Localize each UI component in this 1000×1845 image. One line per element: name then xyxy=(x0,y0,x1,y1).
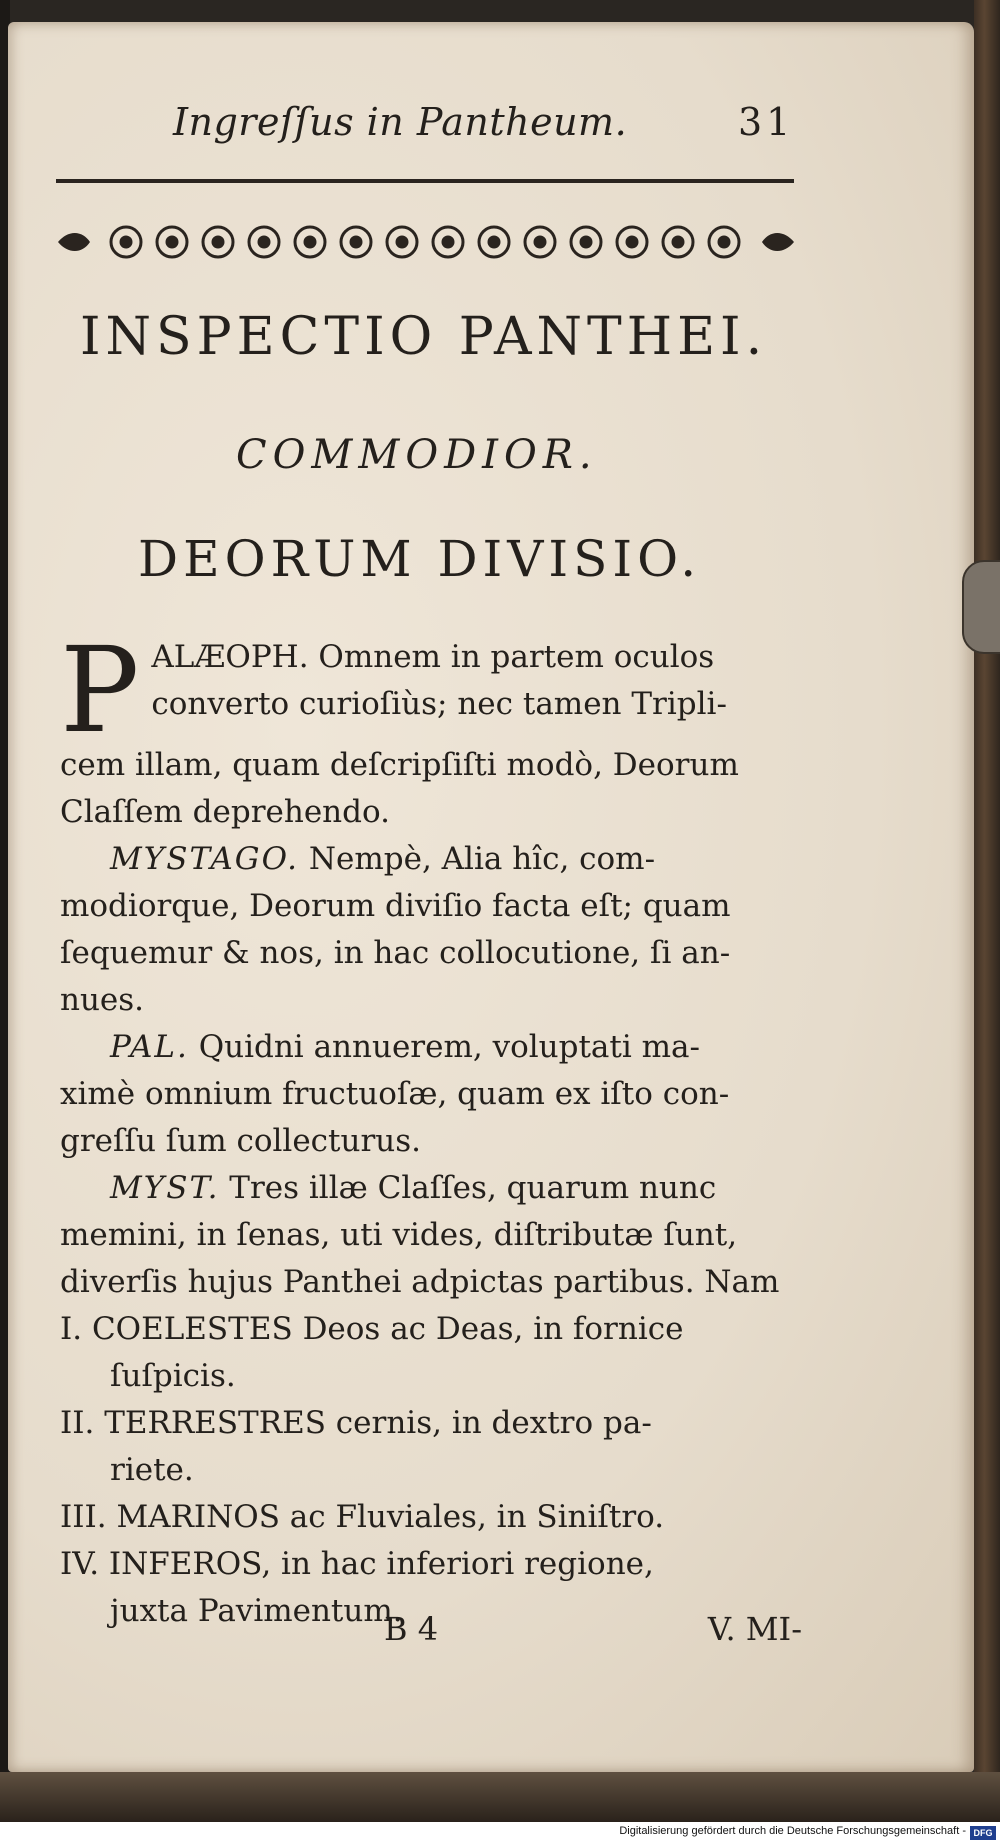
running-head: Ingreſſus in Pantheum. xyxy=(173,100,628,144)
heading-deorum-divisio: DEORUM DIVISIO. xyxy=(138,530,702,588)
list-item-coelestes xyxy=(60,1306,802,1400)
book-clasp xyxy=(962,560,1000,654)
text-line xyxy=(60,1165,802,1212)
catchword: V. MI- xyxy=(707,1610,802,1648)
text-line: converto curioſiùs; nec tamen Tripli- xyxy=(151,686,727,722)
text-line xyxy=(60,1024,802,1071)
text-line: riete. xyxy=(110,1452,194,1488)
header-rule xyxy=(56,179,794,183)
text-line: II. TERRESTRES cernis, in dextro pa- xyxy=(60,1405,652,1441)
text-line: greſſu ſum collecturus. xyxy=(60,1123,421,1159)
text-line: IV. INFEROS, in hac inferiori regione, xyxy=(60,1546,654,1582)
text-line: ſequemur & nos, in hac collocutione, ſi an- xyxy=(60,935,731,971)
paragraph-palaeoph xyxy=(60,621,802,836)
page-footer xyxy=(60,1610,802,1648)
text-line: memini, in ſenas, uti vides, diſtributæ ſunt, xyxy=(60,1217,738,1253)
text-line: diverſis hujus Panthei adpictas partibus. Nam xyxy=(60,1264,780,1300)
drop-cap: P xyxy=(60,621,140,759)
text-fragment: Quidni annuerem, voluptati ma- xyxy=(198,1029,700,1065)
speaker-name: PAL. xyxy=(110,1029,189,1065)
list-item-marinos xyxy=(60,1494,802,1541)
book-cover-edge xyxy=(974,0,1000,1845)
heading-commodior: COMMODIOR. xyxy=(236,432,598,478)
speaker-name: MYST. xyxy=(110,1170,220,1206)
body-text xyxy=(60,621,802,1635)
paragraph-mystago xyxy=(60,836,802,1024)
text-line: modiorque, Deorum diviſio facta eſt; quam xyxy=(60,888,731,924)
text-line: ſuſpicis. xyxy=(110,1358,236,1394)
paragraph-myst xyxy=(60,1165,802,1306)
text-line: I. COELESTES Deos ac Deas, in fornice xyxy=(60,1311,684,1347)
printer-ornament-band xyxy=(56,212,796,272)
text-line xyxy=(60,836,802,883)
credit-bar xyxy=(0,1822,1000,1845)
book-bottom-edge xyxy=(0,1772,1000,1822)
signature-mark: B 4 xyxy=(384,1610,439,1648)
heading-inspectio: INSPECTIO PANTHEI. xyxy=(80,307,768,367)
funding-credit: Digitalisierung gefördert durch die Deutsche Forschungsgemeinschaft - xyxy=(619,1825,966,1837)
paragraph-pal xyxy=(60,1024,802,1165)
book-page xyxy=(8,22,974,1772)
text-line: nues. xyxy=(60,982,145,1018)
list-item-terrestres xyxy=(60,1400,802,1494)
page-number: 31 xyxy=(738,100,795,144)
dfg-logo: DFG xyxy=(970,1826,996,1840)
text-line: III. MARINOS ac Fluviales, in Siniſtro. xyxy=(60,1499,665,1535)
text-line: Claſſem deprehendo. xyxy=(60,794,390,830)
text-fragment: Tres illæ Claſſes, quarum nunc xyxy=(229,1170,717,1206)
text-line: ximè omnium fructuoſæ, quam ex iſto con- xyxy=(60,1076,730,1112)
text-line: juxta Pavimentum. xyxy=(110,1593,403,1629)
text-line: cem illam, quam deſcripſiſti modò, Deorum xyxy=(60,747,739,783)
speaker-name: MYSTAGO. xyxy=(110,841,300,877)
text-line: ALÆOPH. Omnem in partem oculos xyxy=(151,639,715,675)
text-fragment: Nempè, Alia hîc, com- xyxy=(308,841,656,877)
